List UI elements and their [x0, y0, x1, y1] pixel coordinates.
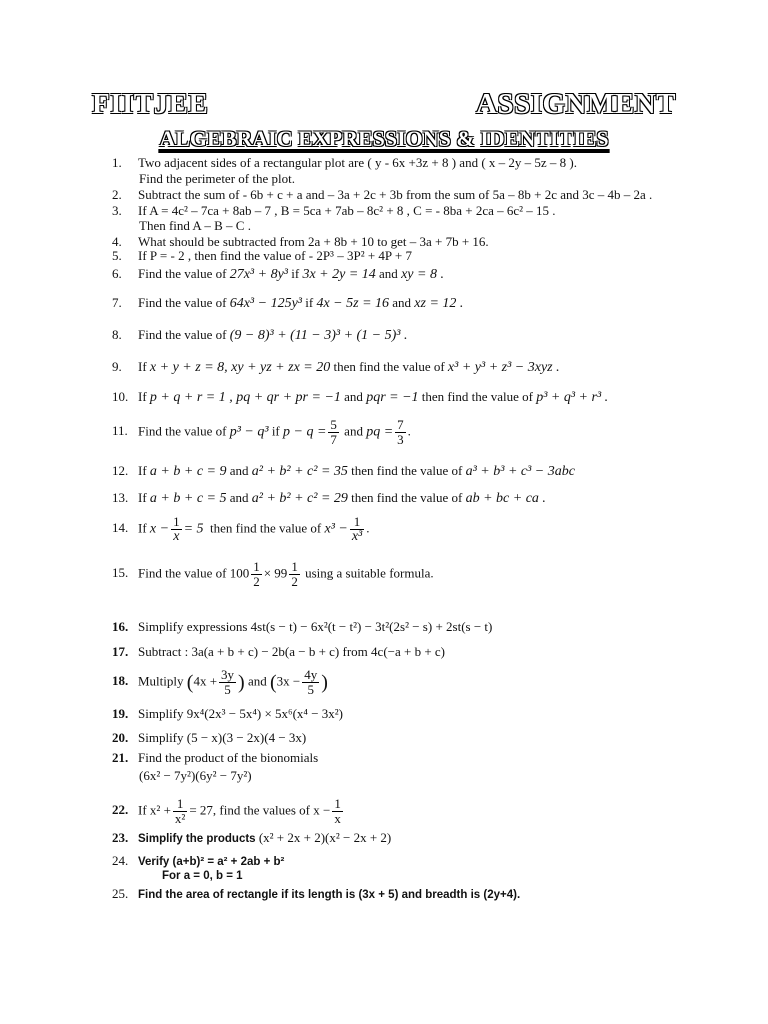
question-16: 16. Simplify expressions 4st(s − t) − 6x²(t − t²) − 3t²(2s² − s) + 2st(s − t) [112, 619, 493, 634]
fraction: $\frac{3y}{5}$ [221, 667, 235, 697]
question-17: 17. Subtract : 3a(a + b + c) − 2b(a − b + c) from 4c(−a + b + c) [112, 644, 446, 659]
question-10: 10. If p + q + r = 1 , pq + qr + pr = −1 and pqr = −1 then find the value of p³ + q³ + r³ . [112, 389, 609, 405]
question-22: 22. If x² + $\frac{1}{\text{x²}}$ = 27, find the values of x − $\frac{1}{x}$ [112, 796, 341, 826]
fraction: $\frac{1}{x}$ [173, 514, 180, 544]
question-23: 23. Simplify the products (x² + 2x + 2)(x² − 2x + 2) [112, 830, 392, 845]
question-11: 11. Find the value of p³ − q³ if p − q = $\frac{5}{7}$ and pq = $\frac{7}{3}$ . [112, 417, 411, 447]
brand-name: FIITJEE [92, 88, 209, 120]
page-title: ALGEBRAIC EXPRESSIONS & IDENTITIES [159, 126, 609, 151]
question-14: 14. If x − $\frac{1}{x}$ = 5 then find the value of x³ − $\frac{1}{\text{x³}}$ . [112, 514, 370, 544]
fraction: $\frac{1}{2}$ [291, 559, 298, 589]
question-2: 2. Subtract the sum of - 6b + c + a and – 3a + 2c + 3b from the sum of 5a – 8b + 2c and 3c – 4b – 2a . [112, 187, 653, 202]
question-21-line-2: (6x² − 7y²)(6y² − 7y²) [139, 768, 252, 783]
assignment-label: ASSIGNMENT [476, 88, 676, 120]
question-3-line-2: Then find A – B – C . [139, 218, 251, 233]
question-13: 13. If a + b + c = 5 and a² + b² + c² = 29 then find the value of ab + bc + ca . [112, 490, 546, 506]
fraction: $\frac{5}{7}$ [330, 417, 337, 447]
page-header [92, 88, 676, 128]
question-21: 21. Find the product of the bionomials [112, 750, 319, 765]
fraction: $\frac{7}{3}$ [397, 417, 404, 447]
question-24: 24. Verify (a+b)² = a² + 2ab + b² [112, 853, 285, 868]
question-18: 18. Multiply (4x + $\frac{3y}{5}$ ) and (3x − $\frac{4y}{5}$ ) [112, 667, 328, 697]
question-12: 12. If a + b + c = 9 and a² + b² + c² = 35 then find the value of a³ + b³ + c³ − 3abc [112, 463, 575, 479]
question-1: 1. Two adjacent sides of a rectangular plot are ( y - 6x +3z + 8 ) and ( x – 2y – 5z – 8 ). [112, 155, 577, 170]
question-3: 3. If A = 4c² – 7ca + 8ab – 7 , B = 5ca + 7ab – 8c² + 8 , C = - 8ba + 2ca – 6c² – 15 . [112, 203, 556, 218]
question-25: 25. Find the area of rectangle if its length is (3x + 5) and breadth is (2y+4). [112, 886, 521, 901]
fraction: $\frac{1}{\text{x³}}$ [351, 514, 363, 544]
question-8: 8. Find the value of (9 − 8)³ + (11 − 3)³ + (1 − 5)³ . [112, 327, 408, 343]
fraction: $\frac{1}{2}$ [253, 559, 260, 589]
question-1-line-2: Find the perimeter of the plot. [139, 171, 295, 186]
fraction: $\frac{4y}{5}$ [304, 667, 318, 697]
question-15: 15. Find the value of 100 $\frac{1}{2}$ × 99 $\frac{1}{2}$ using a suitable formula. [112, 559, 434, 589]
question-20: 20. Simplify (5 − x)(3 − 2x)(4 − 3x) [112, 730, 307, 745]
question-7: 7. Find the value of 64x³ − 125y³ if 4x − 5z = 16 and xz = 12 . [112, 295, 464, 311]
fraction: $\frac{1}{\text{x²}}$ [174, 796, 186, 826]
question-6: 6. Find the value of 27x³ + 8y³ if 3x + 2y = 14 and xy = 8 . [112, 266, 444, 282]
question-19: 19. Simplify 9x⁴(2x³ − 5x⁴) × 5x⁶(x⁴ − 3x²) [112, 706, 344, 721]
question-24-line-2: For a = 0, b = 1 [162, 870, 243, 882]
question-5: 5. If P = - 2 , then find the value of - 2P³ – 3P² + 4P + 7 [112, 248, 412, 263]
question-9: 9. If x + y + z = 8, xy + yz + zx = 20 then find the value of x³ + y³ + z³ − 3xyz . [112, 359, 560, 375]
fraction: $\frac{1}{x}$ [334, 796, 341, 826]
question-4: 4. What should be subtracted from 2a + 8b + 10 to get – 3a + 7b + 16. [112, 234, 489, 249]
